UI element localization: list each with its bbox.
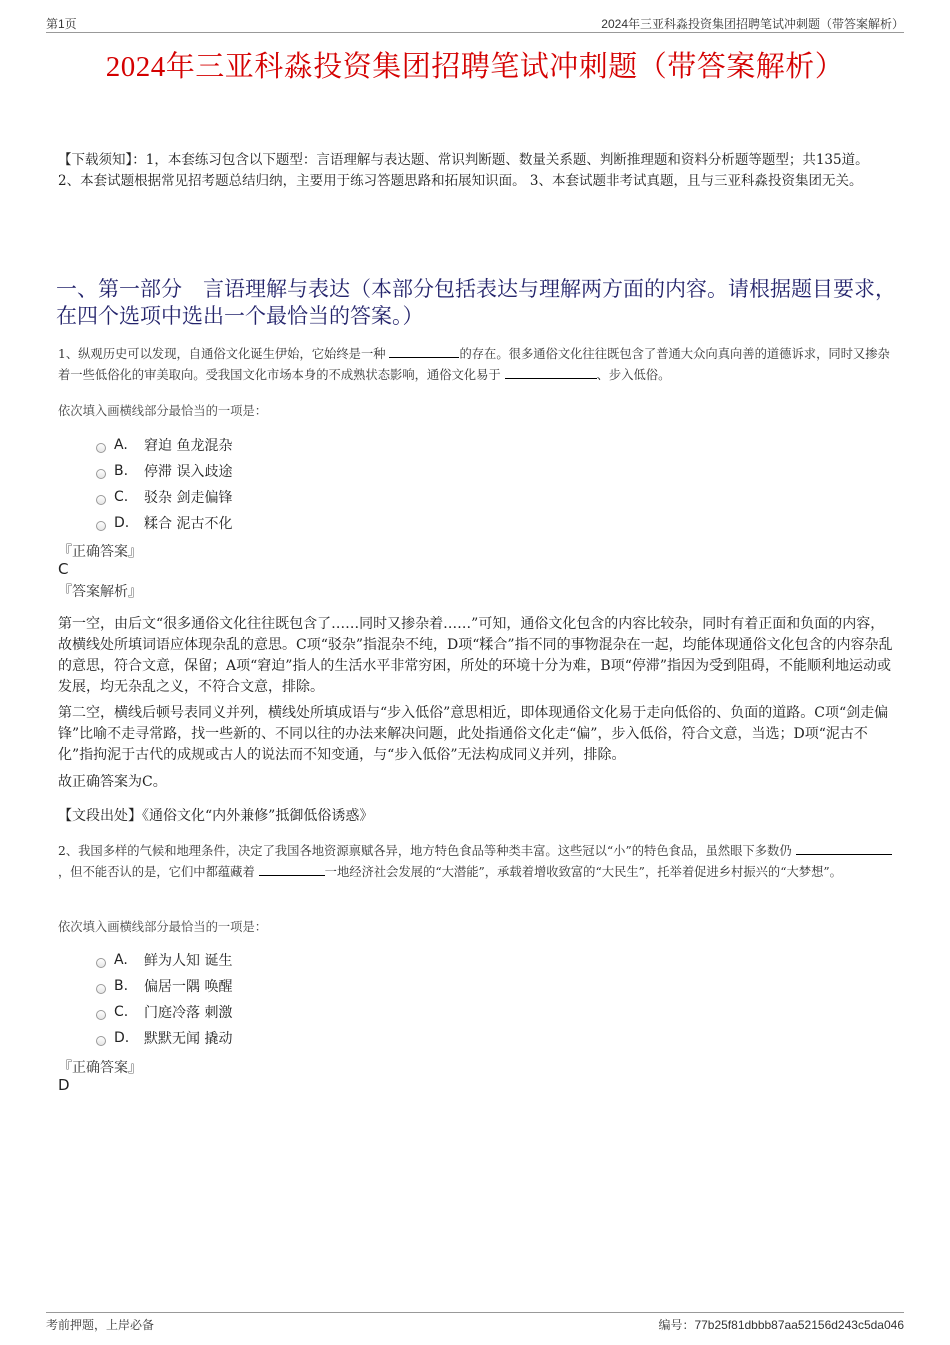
- option-b[interactable]: B. 停滞 误入歧途: [96, 458, 232, 484]
- correct-answer-label: 『正确答案』: [58, 544, 142, 560]
- option-c[interactable]: C. 驳杂 剑走偏锋: [96, 484, 232, 510]
- page-footer: [46, 1312, 904, 1333]
- question-1-options: [96, 432, 232, 536]
- radio-icon[interactable]: [96, 495, 106, 505]
- blank-1: [796, 842, 892, 855]
- blank-1: [389, 345, 459, 358]
- option-a[interactable]: A. 鲜为人知 诞生: [96, 947, 232, 973]
- footer-slogan: 考前押题，上岸必备: [46, 1318, 155, 1332]
- correct-answer-label: 『正确答案』: [58, 1060, 142, 1076]
- question-2-options: [96, 947, 232, 1051]
- page-number: 第1页: [46, 17, 77, 31]
- blank-2: [505, 366, 597, 379]
- page-header: [46, 14, 904, 33]
- footer-serial: 编号：77b25f81dbbb87aa52156d243c5da046: [658, 1318, 904, 1332]
- radio-icon[interactable]: [96, 443, 106, 453]
- analysis-paragraph-2: 第二空，横线后顿号表同义并列，横线处所填成语与“步入低俗”意思相近，即体现通俗文化易于走向低俗的、负面的道路。C项“剑走偏锋”比喻不走寻常路，找一些新的、不同以往的办法来解决问题，此处指通俗文化走“偏”，步入低俗，符合文意，当选；D项“泥古不化”指拘泥于古代的成规或古人的说法而不知变通，与“步入低俗”无法构成同义并列，排除。: [58, 705, 889, 763]
- document-title: 2024年三亚科淼投资集团招聘笔试冲刺题（带答案解析）: [105, 51, 845, 83]
- question-1-prompt: 依次填入画横线部分最恰当的一项是：: [58, 404, 268, 418]
- header-doc-title: 2024年三亚科淼投资集团招聘笔试冲刺题（带答案解析）: [601, 17, 904, 31]
- option-a[interactable]: A. 窘迫 鱼龙混杂: [96, 432, 232, 458]
- radio-icon[interactable]: [96, 1036, 106, 1046]
- option-b[interactable]: B. 偏居一隅 唤醒: [96, 973, 232, 999]
- radio-icon[interactable]: [96, 469, 106, 479]
- analysis-label: 『答案解析』: [58, 584, 142, 600]
- question-1-stem: 1、纵观历史可以发现，自通俗文化诞生伊始，它始终是一种 的存在。很多通俗文化往往既包含了普通大众向真向善的道德诉求，同时又掺杂着一些低俗化的审美取向。受我国文化市场本身的不成熟状态影响，通俗文化易于 、步入低俗。: [58, 347, 890, 382]
- section-title: 一、第一部分 言语理解与表达（本部分包括表达与理解两方面的内容。请根据题目要求，在四个选项中选出一个最恰当的答案。）: [56, 277, 896, 328]
- question-2-prompt: 依次填入画横线部分最恰当的一项是：: [58, 920, 268, 934]
- question-2-stem: 2、我国多样的气候和地理条件，决定了我国各地资源禀赋各异，地方特色食品等种类丰富。这些冠以“小”的特色食品，虽然眼下多数仍 ，但不能否认的是，它们中都蕴藏着 一地经济社会发展的“大潜能”，承载着增收致富的“大民生”，托举着促进乡村振兴的“大梦想”。: [58, 841, 898, 883]
- option-d[interactable]: D. 糅合 泥古不化: [96, 510, 232, 536]
- option-d[interactable]: D. 默默无闻 撬动: [96, 1025, 232, 1051]
- source-citation: 【文段出处】《通俗文化“内外兼修”抵御低俗诱惑》: [58, 808, 374, 824]
- radio-icon[interactable]: [96, 1010, 106, 1020]
- radio-icon[interactable]: [96, 984, 106, 994]
- analysis-paragraph-1: 第一空，由后文“很多通俗文化往往既包含了……同时又掺杂着……”可知，通俗文化包含的内容比较杂，同时有着正面和负面的内容，故横线处所填词语应体现杂乱的意思。C项“驳杂”指混杂不纯，D项“糅合”指不同的事物混杂在一起，均能体现通俗文化包含的内容杂乱的意思，符合文意，保留；A项“窘迫”指人的生活水平非常穷困，所处的环境十分为难，B项“停滞”指因为受到阻碍，不能顺利地运动或发展，均无杂乱之义，不符合文意，排除。: [58, 616, 893, 695]
- blank-2: [259, 863, 325, 876]
- option-c[interactable]: C. 门庭冷落 刺激: [96, 999, 232, 1025]
- correct-answer: D: [58, 1076, 70, 1094]
- radio-icon[interactable]: [96, 521, 106, 531]
- correct-answer: C: [58, 560, 69, 578]
- analysis-conclusion: 故正确答案为C。: [58, 774, 167, 790]
- radio-icon[interactable]: [96, 958, 106, 968]
- download-notice: 【下载须知】：1，本套练习包含以下题型：言语理解与表达题、常识判断题、数量关系题、判断推理题和资料分析题等题型；共135道。 2、本套试题根据常见招考题总结归纳，主要用于练习答题思路和拓展知识面。 3、本套试题非考试真题，且与三亚科淼投资集团无关。: [58, 152, 869, 189]
